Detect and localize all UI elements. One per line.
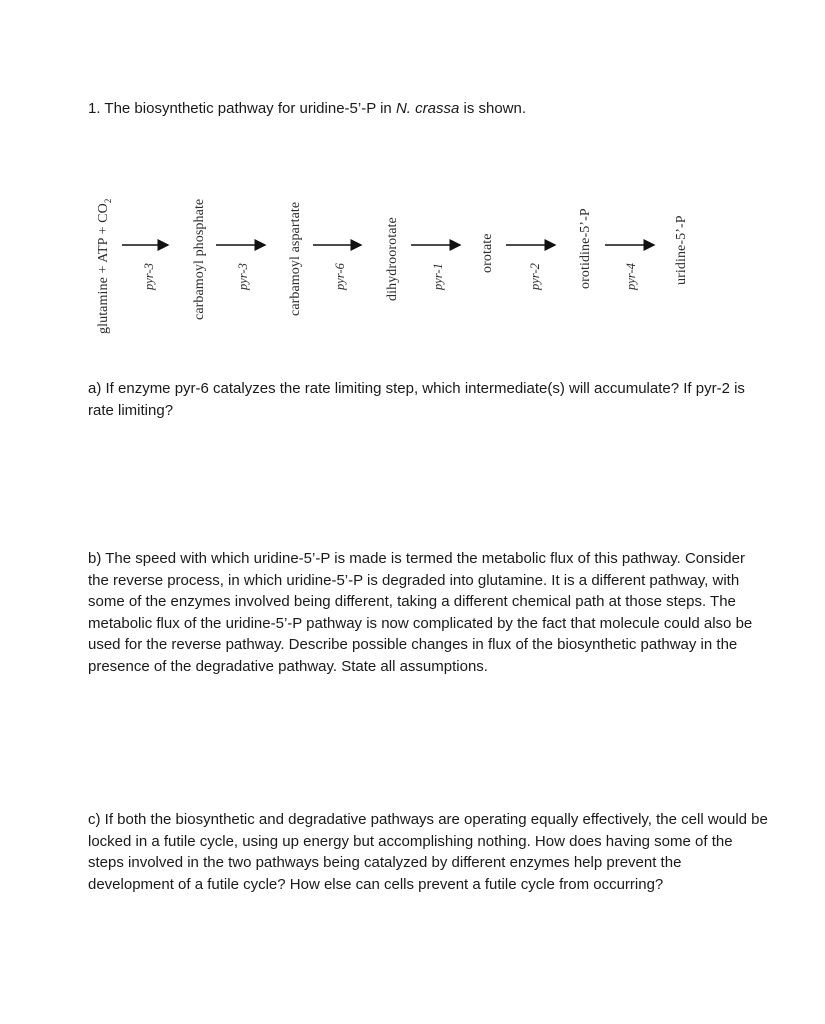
compound-carbamoyl-aspartate: carbamoyl aspartate [288, 201, 303, 316]
enzyme-step-4: pyr-1 [431, 263, 445, 290]
compound-orotate: orotate [480, 233, 495, 273]
compound-orotidine-5p: orotidine-5’-P [578, 208, 593, 289]
question-suffix: is shown. [459, 100, 527, 117]
question-part-b: b) The speed with which uridine-5’-P is made is termed the metabolic flux of this pathway. Consider the reverse process, in which uridine-5’-P is degraded into glutamine. It is a different pathway, with some of the enzymes involved being different, taking a different chemical path at those steps. The metabolic flux of the uridine-5’-P pathway is now complicated by the fact that molecule could also be used for the reverse pathway. Describe possible changes in flux of the biosynthetic pathway in the presence of the degradative pathway. State all assumptions. [88, 550, 753, 675]
compound-start [96, 199, 112, 334]
compound-uridine-5p: uridine-5’-P [674, 215, 689, 285]
enzyme-step-6: pyr-4 [624, 263, 638, 290]
question-part-a: a) If enzyme pyr-6 catalyzes the rate limiting step, which intermediate(s) will accumulate? If pyr-2 is rate limiting? [88, 380, 745, 419]
pathway-diagram [88, 152, 708, 338]
question-title [88, 99, 788, 119]
organism-name: N. crassa [395, 100, 460, 117]
enzyme-step-5: pyr-2 [528, 263, 542, 290]
start-compound-subscript: 2 [102, 198, 113, 204]
compound-carbamoyl-phosphate: carbamoyl phosphate [192, 198, 207, 320]
compound-dihydroorotate: dihydroorotate [385, 217, 400, 301]
question-part-c: c) If both the biosynthetic and degradative pathways are operating equally effectively, the cell would be locked in a futile cycle, using up energy but accomplishing nothing. How does having some of the steps involved in the two pathways being catalyzed by different enzymes help prevent the development of a futile cycle? How else can cells prevent a futile cycle from occurring? [88, 811, 768, 893]
enzyme-step-1: pyr-3 [142, 263, 156, 290]
enzyme-step-3: pyr-6 [333, 263, 347, 290]
start-compound-text: glutamine + ATP + CO [96, 203, 111, 334]
enzyme-step-2: pyr-3 [236, 263, 250, 290]
question-prefix: 1. The biosynthetic pathway for uridine-5’-P in [88, 100, 396, 117]
